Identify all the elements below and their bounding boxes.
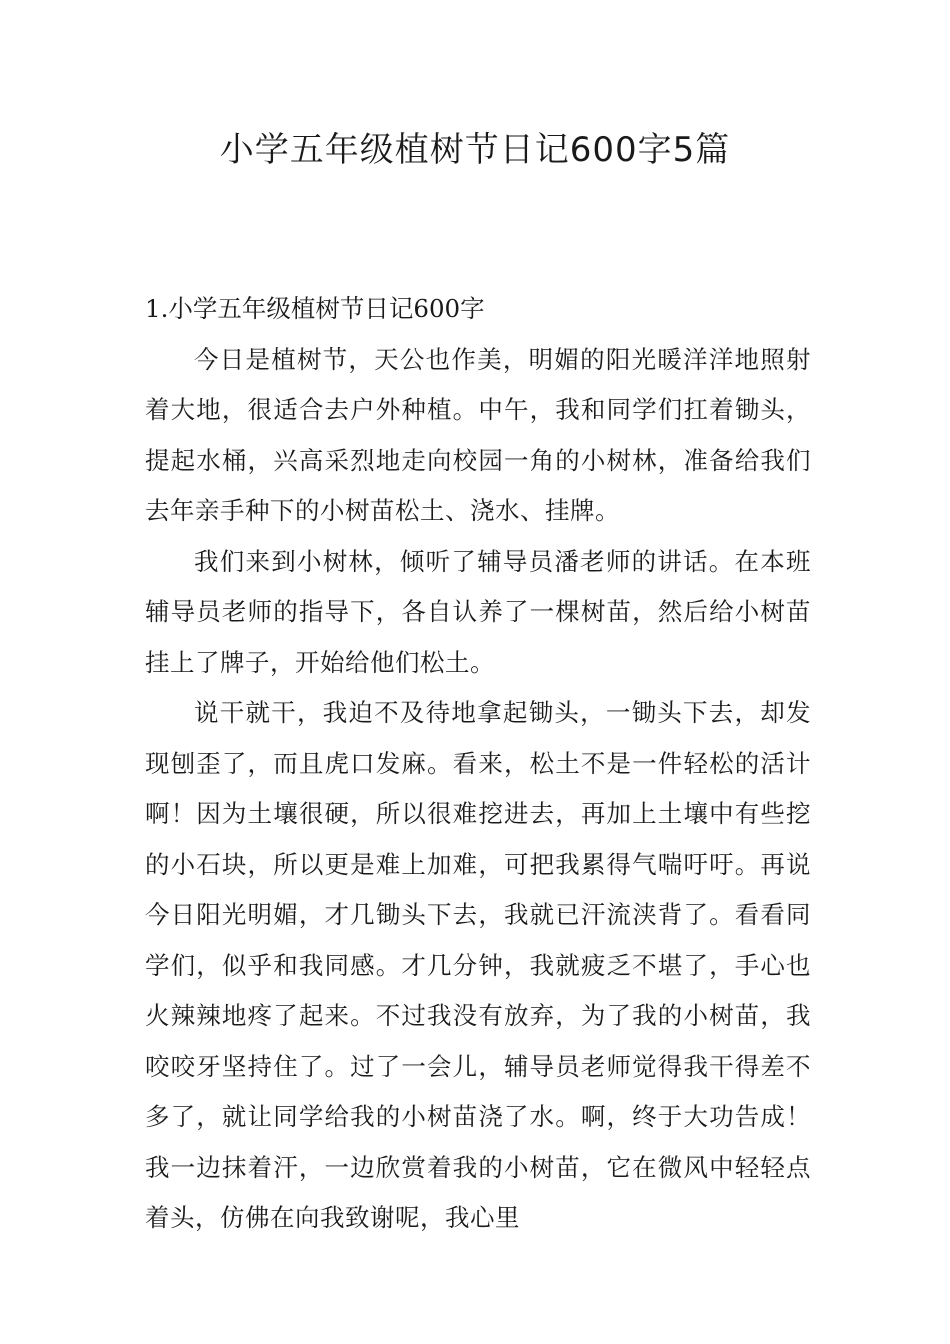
paragraph-3: 说干就干，我迫不及待地拿起锄头，一锄头下去，却发现刨歪了，而且虎口发麻。看来，松土不是一件轻松的活计啊！因为土壤很硬，所以很难挖进去，再加上土壤中有些挖的小石块，所以更是难上加难，可把我累得气喘吁吁。再说今日阳光明媚，才几锄头下去，我就已汗流浃背了。看看同学们，似乎和我同感。才几分钟，我就疲乏不堪了，手心也火辣辣地疼了起来。不过我没有放弃，为了我的小树苗，我咬咬牙坚持住了。过了一会儿，辅导员老师觉得我干得差不多了，就让同学给我的小树苗浇了水。啊，终于大功告成！我一边抹着汗，一边欣赏着我的小树苗，它在微风中轻轻点着头，仿佛在向我致谢呢，我心里 [145,698,811,1232]
document-body [145,284,811,1244]
paragraph-1: 今日是植树节，天公也作美，明媚的阳光暖洋洋地照射着大地，很适合去户外种植。中午，我和同学们扛着锄头，提起水桶，兴高采烈地走向校园一角的小树林，准备给我们去年亲手种下的小树苗松土、浇水、挂牌。 [145,344,811,525]
paragraph-2: 我们来到小树林，倾听了辅导员潘老师的讲话。在本班辅导员老师的指导下，各自认养了一棵树苗，然后给小树苗挂上了牌子，开始给他们松土。 [145,546,811,677]
document-title: 小学五年级植树节日记600字5篇 [219,130,731,170]
section-heading: 1.小学五年级植树节日记600字 [145,294,485,323]
